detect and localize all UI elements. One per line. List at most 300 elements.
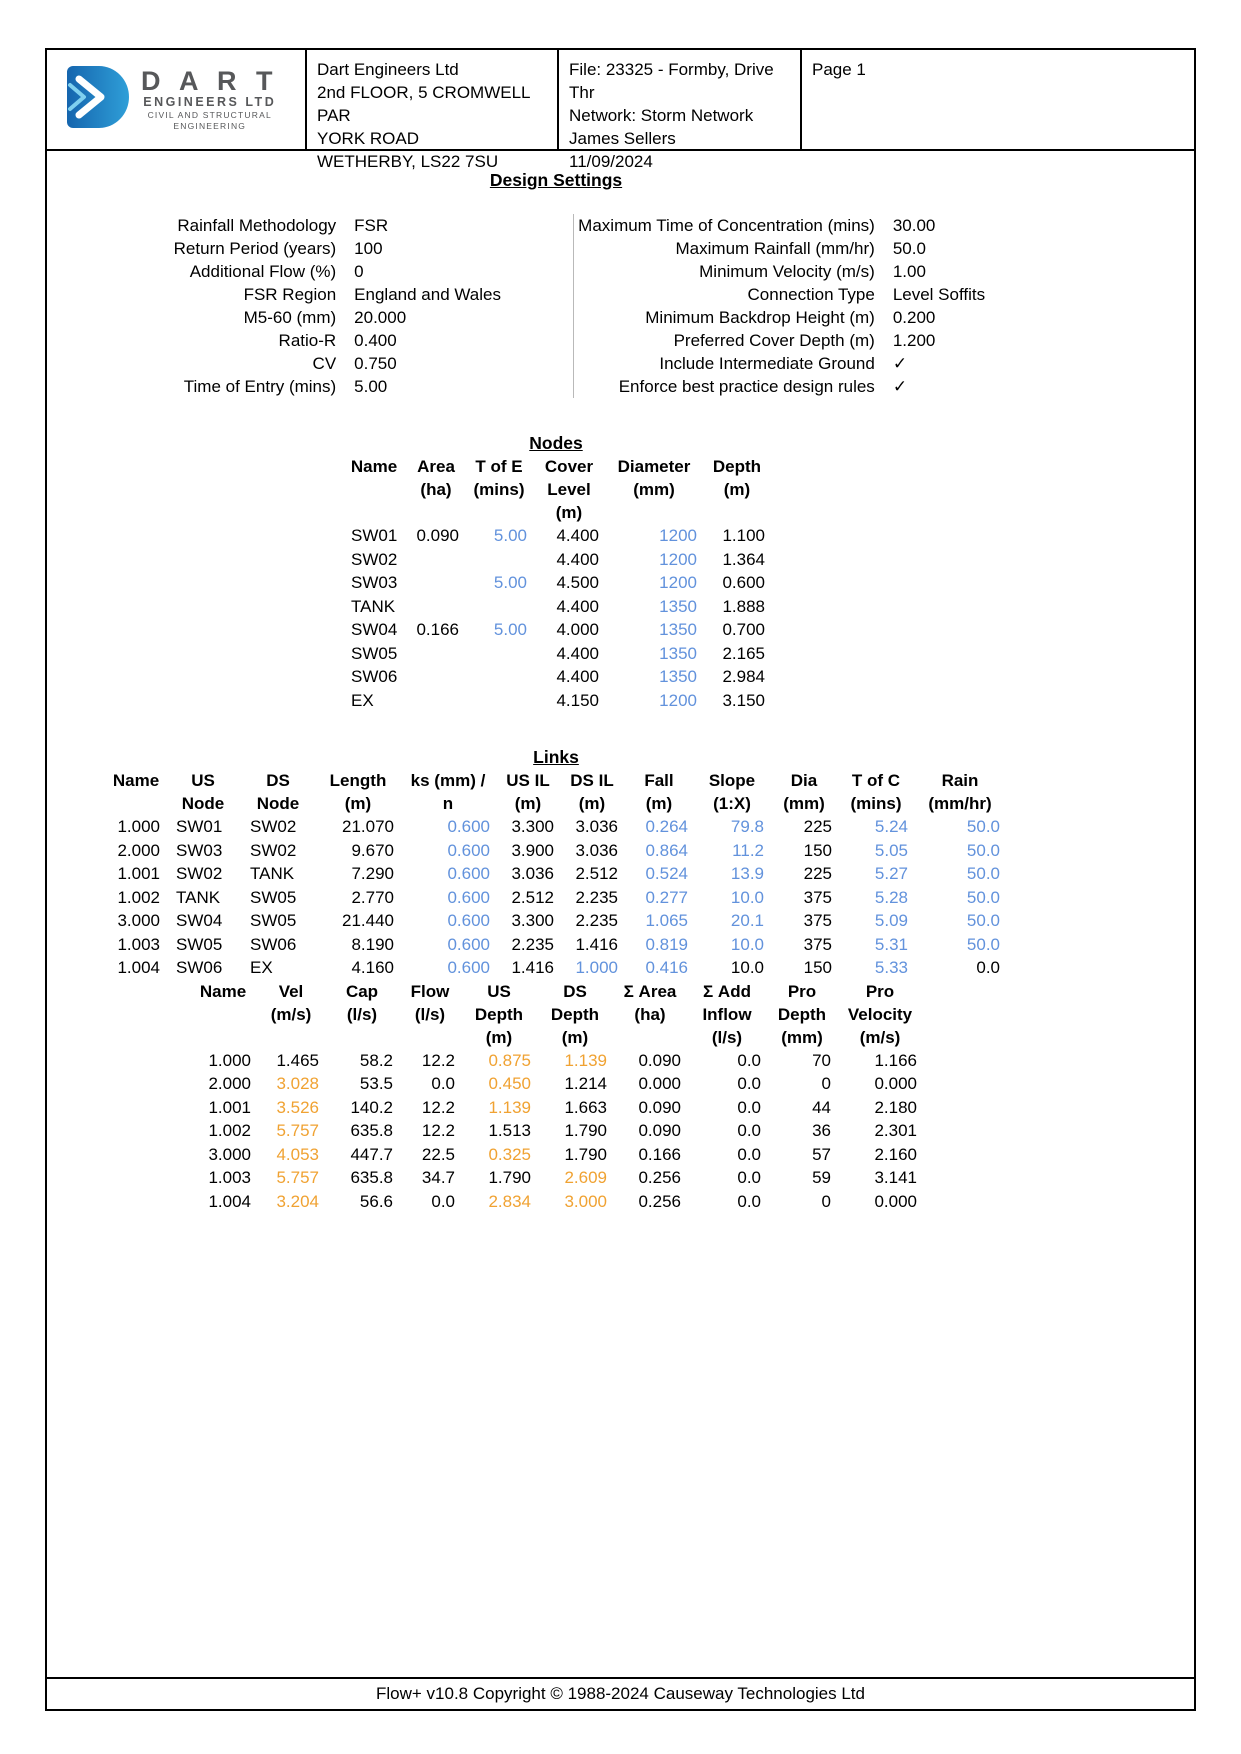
column-header: T of E (mins) [473,457,525,499]
link-pro-velocity: 3.141 [874,1168,917,1187]
settings-row [99,375,569,398]
dart-logo [47,50,307,149]
settings-row [99,214,569,237]
link-us-depth: 2.834 [488,1191,531,1211]
link-pro-depth: 70 [812,1050,831,1070]
node-time-of-entry [465,642,533,666]
link-row [106,933,1006,957]
settings-row [99,352,569,375]
node-cover-level: 4.150 [556,690,599,710]
link-name: 1.002 [208,1121,251,1140]
design-settings-title: Design Settings [489,170,623,190]
link-flow: 0.0 [431,1074,455,1093]
link-ds-il: 3.036 [575,840,618,860]
links-results-header-row [189,980,923,1049]
node-depth: 1.888 [722,596,765,616]
link-us-depth: 1.790 [488,1168,531,1187]
link-us-il: 3.300 [511,817,554,836]
setting-label: Ratio-R [278,331,337,350]
settings-row [578,306,1013,329]
column-header: DS Node [256,771,300,813]
link-result-row [189,1119,923,1143]
node-time-of-entry [465,665,533,689]
link-capacity: 56.6 [359,1191,393,1211]
node-row [341,642,771,666]
link-sum-add-inflow: 0.0 [737,1191,761,1211]
link-time-of-concentration: 5.09 [874,911,908,930]
link-flow: 22.5 [421,1144,455,1164]
report-date: 11/09/2024 [569,152,653,171]
link-capacity: 58.2 [359,1050,393,1070]
link-slope: 20.1 [730,911,764,930]
company-name: Dart Engineers Ltd [317,60,459,79]
link-pro-velocity: 2.301 [874,1121,917,1140]
link-ks: 0.600 [447,887,490,907]
settings-row [99,329,569,352]
link-ds-il: 2.512 [575,864,618,883]
column-header: Slope (1:X) [708,771,756,813]
node-time-of-entry: 5.00 [493,620,527,639]
settings-row [578,283,1013,306]
setting-label: Return Period (years) [173,239,337,258]
link-diameter: 375 [803,887,832,907]
link-row [106,815,1006,839]
node-time-of-entry [465,548,533,572]
setting-label: Include Intermediate Ground [659,354,875,373]
link-length: 7.290 [351,864,394,883]
report-header [47,50,1194,171]
node-diameter: 1200 [659,573,697,592]
setting-label: Minimum Velocity (m/s) [699,262,875,281]
setting-label: Rainfall Methodology [177,216,337,235]
link-name: 1.000 [117,817,160,836]
setting-value: 20.000 [354,308,407,327]
link-us-node: SW04 [176,911,223,930]
logo-tagline-2: ENGINEERING [173,121,247,131]
link-slope: 10.0 [730,887,764,907]
link-capacity: 140.2 [350,1097,393,1117]
node-time-of-entry: 5.00 [493,526,527,545]
node-area [407,665,465,689]
link-sum-add-inflow: 0.0 [737,1050,761,1070]
link-diameter: 150 [803,840,832,860]
link-slope: 10.0 [730,958,764,977]
node-row [341,548,771,572]
link-sum-area: 0.090 [638,1121,681,1140]
node-diameter: 1350 [659,596,697,616]
column-header: Name [112,771,160,790]
link-diameter: 150 [803,958,832,977]
node-row [341,524,771,548]
link-us-il: 3.900 [511,840,554,860]
link-us-node: SW01 [176,817,223,836]
link-sum-area: 0.256 [638,1191,681,1211]
node-diameter: 1350 [659,643,697,663]
link-name: 3.000 [117,911,160,930]
node-diameter: 1200 [659,690,697,710]
node-name: SW03 [351,573,398,592]
report-footer: Flow+ v10.8 Copyright © 1988-2024 Causeway Technologies Ltd [47,1677,1194,1709]
link-ds-node: SW02 [250,817,297,836]
column-header: Dia (mm) [783,771,825,813]
node-time-of-entry [465,595,533,619]
link-ks: 0.600 [447,840,490,860]
column-header: Pro Velocity (m/s) [847,981,913,1047]
file-info [559,50,802,171]
link-pro-depth: 0 [821,1191,831,1211]
settings-row [578,329,1013,352]
link-fall: 0.819 [645,934,688,954]
link-ds-il: 3.036 [575,817,618,836]
link-length: 21.440 [342,911,394,930]
link-ds-depth: 1.139 [564,1050,607,1070]
link-name: 2.000 [117,840,160,860]
setting-value: ✓ [892,354,908,373]
link-ds-depth: 1.663 [564,1097,607,1117]
link-slope: 79.8 [730,817,764,836]
link-fall: 0.416 [645,958,688,977]
column-header: Σ Add Inflow (l/s) [702,981,752,1047]
setting-label: Preferred Cover Depth (m) [673,331,875,350]
settings-row [578,214,1013,237]
company-address-line: WETHERBY, LS22 7SU [317,152,499,171]
setting-value: 5.00 [354,377,388,396]
page-number: Page 1 [812,60,866,79]
link-us-depth: 0.325 [488,1144,531,1164]
link-ds-node: SW05 [250,887,297,907]
settings-row [99,283,569,306]
link-time-of-concentration: 5.28 [874,887,908,907]
column-header: Depth (m) [712,457,762,499]
setting-label: Enforce best practice design rules [618,377,875,396]
link-ds-il: 1.416 [575,934,618,954]
column-header: T of C (mins) [850,771,902,813]
node-area: 0.090 [416,526,459,545]
link-ks: 0.600 [447,817,490,836]
link-result-row [189,1143,923,1167]
logo-subtitle: ENGINEERS LTD [143,95,277,109]
link-fall: 0.524 [645,864,688,883]
link-time-of-concentration: 5.24 [874,817,908,836]
link-us-node: SW06 [176,958,223,977]
column-header: US Node [181,771,225,813]
link-us-il: 3.036 [511,864,554,883]
node-name: SW05 [351,643,398,663]
link-rain: 50.0 [966,934,1000,954]
setting-label: Maximum Rainfall (mm/hr) [675,239,875,258]
node-area [407,571,465,595]
node-row [341,595,771,619]
link-row [106,862,1006,886]
column-header: ks (mm) / n [410,771,486,813]
link-ds-depth: 3.000 [564,1191,607,1211]
link-us-il: 2.512 [511,887,554,907]
logo-word: D A R T [141,66,279,96]
link-us-il: 3.300 [511,911,554,930]
link-sum-add-inflow: 0.0 [737,1168,761,1187]
link-slope: 10.0 [730,934,764,954]
column-header: DS IL (m) [570,771,614,813]
node-diameter: 1200 [659,549,697,569]
link-sum-area: 0.166 [638,1144,681,1164]
settings-row [578,352,1013,375]
column-header: Name [350,457,398,476]
logo-tagline-1: CIVIL AND STRUCTURAL [147,110,272,120]
link-velocity: 3.028 [276,1074,319,1093]
link-us-il: 2.235 [511,934,554,954]
column-header: Cover Level (m) [544,457,594,522]
link-sum-area: 0.000 [638,1074,681,1093]
dart-logo-text [141,67,279,132]
link-pro-velocity: 0.000 [874,1191,917,1211]
setting-value: 0.200 [892,308,936,327]
link-sum-add-inflow: 0.0 [737,1097,761,1117]
link-fall: 1.065 [645,911,688,930]
node-cover-level: 4.000 [556,620,599,639]
link-time-of-concentration: 5.33 [874,958,908,977]
link-sum-area: 0.090 [638,1097,681,1117]
setting-value: 1.00 [892,262,926,281]
node-diameter: 1350 [659,667,697,686]
column-header: Vel (m/s) [270,981,312,1024]
node-cover-level: 4.400 [556,596,599,616]
link-pro-depth: 57 [812,1144,831,1164]
node-depth: 3.150 [722,690,765,710]
link-pro-velocity: 0.000 [874,1074,917,1093]
setting-value: FSR [354,216,389,235]
links-results-table [189,980,923,1214]
author-name: James Sellers [569,129,676,148]
column-header: Name [199,981,247,1001]
link-rain: 50.0 [966,887,1000,907]
node-area [407,548,465,572]
settings-row [99,306,569,329]
link-name: 1.001 [208,1097,251,1117]
column-header: Rain (mm/hr) [928,771,992,813]
link-us-depth: 0.875 [488,1050,531,1070]
link-diameter: 375 [803,911,832,930]
link-flow: 34.7 [421,1168,455,1187]
link-pro-velocity: 2.180 [874,1097,917,1117]
link-rain: 50.0 [966,864,1000,883]
link-us-il: 1.416 [511,958,554,977]
link-flow: 0.0 [431,1191,455,1211]
link-name: 1.002 [117,887,160,907]
link-capacity: 635.8 [350,1121,393,1140]
link-name: 1.003 [117,934,160,954]
node-cover-level: 4.400 [556,549,599,569]
node-row [341,689,771,713]
node-depth: 0.700 [722,620,765,639]
node-depth: 1.364 [722,549,765,569]
node-name: SW04 [351,620,398,639]
link-result-row [189,1049,923,1073]
link-slope: 13.9 [730,864,764,883]
link-row [106,839,1006,863]
link-name: 2.000 [208,1074,251,1093]
link-velocity: 5.757 [276,1121,319,1140]
node-row [341,571,771,595]
nodes-header-row [341,455,771,524]
settings-row [99,237,569,260]
node-area: 0.166 [416,620,459,639]
node-row [341,618,771,642]
report-page [45,48,1196,1711]
company-address [307,50,559,171]
link-length: 2.770 [351,887,394,907]
link-velocity: 5.757 [276,1168,319,1187]
link-name: 1.000 [208,1050,251,1070]
node-name: TANK [351,596,396,616]
link-length: 21.070 [342,817,394,836]
link-diameter: 225 [803,864,832,883]
link-rain: 50.0 [966,840,1000,860]
link-flow: 12.2 [421,1097,455,1117]
setting-value: Level Soffits [892,285,986,304]
link-us-node: SW03 [176,840,223,860]
link-rain: 50.0 [966,911,1000,930]
nodes-table [341,455,771,712]
node-diameter: 1350 [659,620,697,639]
link-ds-depth: 1.790 [564,1121,607,1140]
link-pro-depth: 44 [812,1097,831,1117]
link-sum-area: 0.090 [638,1050,681,1070]
links-title: Links [533,747,579,767]
link-ds-node: EX [250,958,273,977]
settings-right-column [578,214,1013,398]
setting-label: Time of Entry (mins) [183,377,337,396]
setting-label: M5-60 (mm) [243,308,337,327]
node-name: EX [351,690,374,710]
link-flow: 12.2 [421,1121,455,1140]
setting-value: ✓ [892,377,908,396]
link-capacity: 447.7 [350,1144,393,1164]
setting-label: Additional Flow (%) [189,262,337,281]
company-address-line: 2nd FLOOR, 5 CROMWELL PAR [317,83,530,125]
link-ks: 0.600 [447,958,490,977]
links-table [106,769,1006,980]
node-name: SW06 [351,667,398,686]
setting-label: Minimum Backdrop Height (m) [645,308,875,327]
link-us-node: SW05 [176,934,223,954]
link-velocity: 1.465 [276,1050,319,1070]
setting-label: FSR Region [243,285,337,304]
node-area [407,642,465,666]
node-name: SW01 [351,526,398,545]
link-length: 9.670 [351,840,394,860]
column-header: Flow (l/s) [410,981,450,1024]
node-cover-level: 4.400 [556,667,599,686]
node-row [341,665,771,689]
link-name: 1.004 [117,958,160,977]
network-name: Network: Storm Network [569,106,754,125]
node-area [407,689,465,713]
settings-left-column [99,214,569,398]
report-body [48,151,1064,1213]
link-name: 3.000 [208,1144,251,1164]
link-result-row [189,1190,923,1214]
link-pro-depth: 0 [821,1074,831,1093]
link-us-node: SW02 [176,864,223,883]
company-address-line: YORK ROAD [317,129,420,148]
node-diameter: 1200 [659,526,697,545]
nodes-title: Nodes [529,433,583,453]
link-fall: 0.264 [645,817,688,836]
settings-divider [573,214,574,398]
link-us-depth: 1.513 [488,1121,531,1140]
link-slope: 11.2 [732,840,764,860]
settings-row [578,260,1013,283]
link-pro-depth: 36 [812,1121,831,1140]
link-ds-node: SW02 [250,840,297,860]
link-rain: 50.0 [966,817,1000,836]
link-time-of-concentration: 5.05 [874,840,908,860]
link-us-node: TANK [176,887,221,907]
link-length: 8.190 [351,934,394,954]
link-fall: 0.864 [645,840,688,860]
settings-row [99,260,569,283]
link-time-of-concentration: 5.27 [874,864,908,883]
link-ds-node: SW06 [250,934,297,954]
setting-value: 100 [354,239,383,258]
file-name: File: 23325 - Formby, Drive Thr [569,60,774,102]
link-result-row [189,1096,923,1120]
node-cover-level: 4.400 [556,643,599,663]
column-header: Cap (l/s) [345,981,379,1024]
node-depth: 2.165 [722,643,765,663]
setting-value: 50.0 [892,239,926,258]
column-header: Length (m) [329,771,387,813]
column-header: Area (ha) [417,457,455,499]
node-cover-level: 4.500 [556,573,599,592]
link-row [106,909,1006,933]
node-area [407,595,465,619]
settings-row [578,237,1013,260]
link-us-depth: 1.139 [488,1097,531,1117]
link-diameter: 375 [803,934,832,954]
link-flow: 12.2 [421,1050,455,1070]
setting-value: England and Wales [354,285,501,304]
link-ds-depth: 1.790 [564,1144,607,1164]
node-time-of-entry [465,689,533,713]
link-ds-il: 2.235 [575,887,618,907]
link-result-row [189,1072,923,1096]
link-name: 1.003 [208,1168,251,1187]
link-sum-add-inflow: 0.0 [737,1144,761,1164]
node-depth: 0.600 [722,573,765,592]
link-sum-area: 0.256 [638,1168,681,1187]
column-header: US Depth (m) [474,981,524,1047]
link-velocity: 3.526 [276,1097,319,1117]
node-depth: 2.984 [722,667,765,686]
node-depth: 1.100 [722,526,765,545]
link-us-depth: 0.450 [488,1074,531,1093]
column-header: DS Depth (m) [550,981,600,1047]
link-ds-depth: 2.609 [564,1168,607,1187]
links-header-row [106,769,1006,815]
link-sum-add-inflow: 0.0 [737,1074,761,1093]
column-header: Pro Depth (mm) [777,981,827,1047]
link-name: 1.001 [117,864,160,883]
settings-row [578,375,1013,398]
link-time-of-concentration: 5.31 [874,934,908,954]
node-cover-level: 4.400 [556,526,599,545]
link-capacity: 635.8 [350,1168,393,1187]
link-ds-node: SW05 [250,911,297,930]
dart-chevron-icon [63,63,131,137]
link-pro-velocity: 2.160 [874,1144,917,1164]
link-pro-velocity: 1.166 [874,1050,917,1070]
